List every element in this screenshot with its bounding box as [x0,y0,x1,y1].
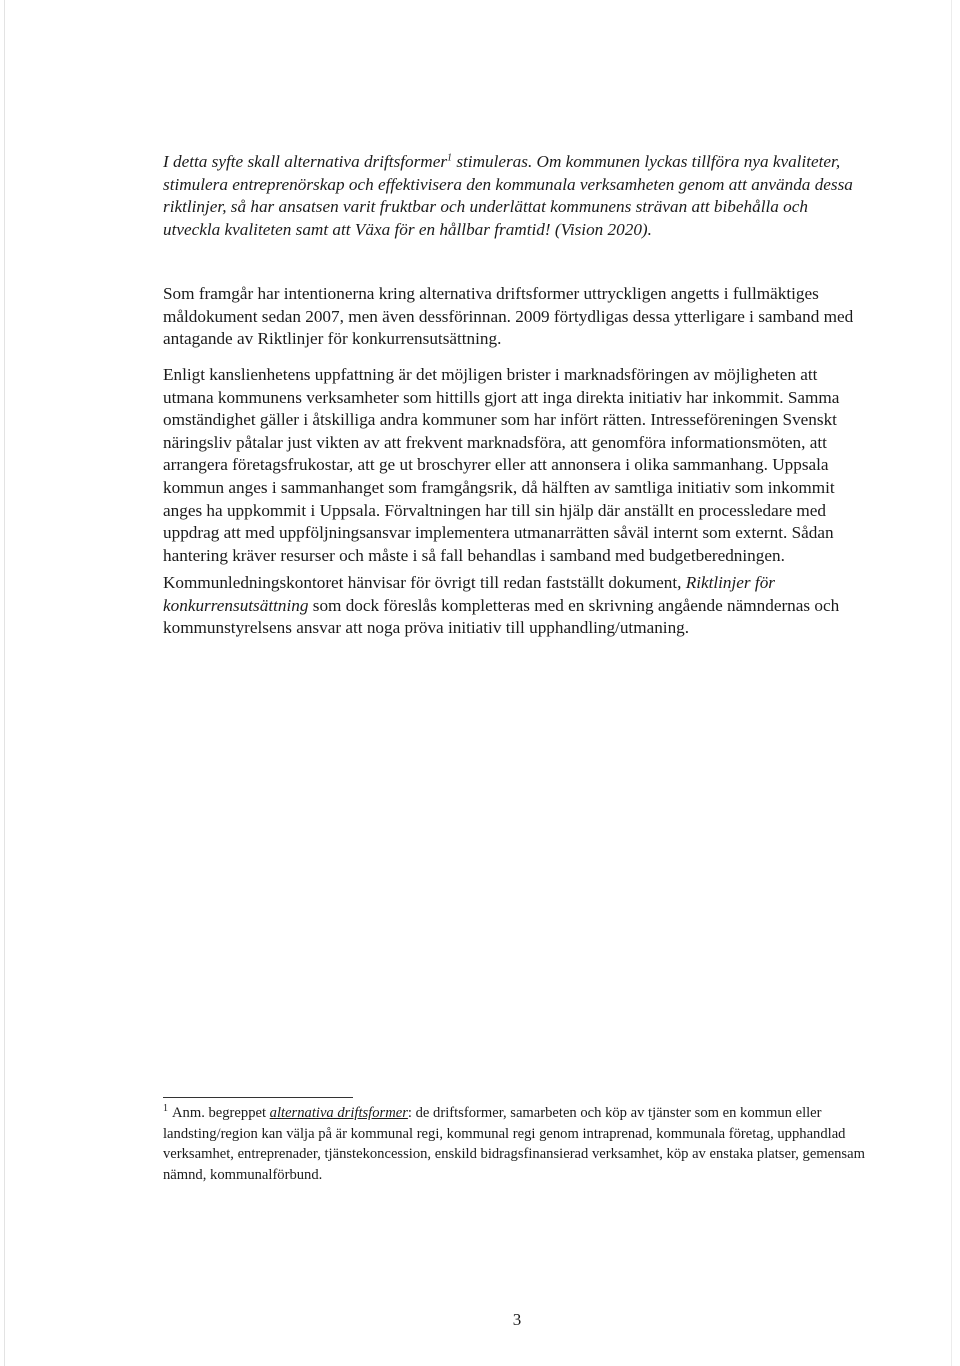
footnote-number: 1 [163,1103,168,1115]
footnote [163,1103,868,1185]
paragraph-vision [163,151,863,241]
scan-edge-left [4,0,5,1366]
page-number: 3 [512,1310,522,1329]
paragraph-kommunledningskontoret-start: Kommunledningskontoret hänvisar för övrigt till redan fastställt dokument, [163,573,686,592]
paragraph-kanslienhet: Enligt kanslienhetens uppfattning är det möjligen brister i marknadsföringen av möjligheten att utmana kommunens verksamheter som hittills gjort att inga direkta initiativ har inkommit. Samma omständighet gäller i åtskilliga andra kommuner som har infört rätten. Intresseföreningen Svenskt näringsliv påtalar just vikten av att frekvent marknadsföra, att genomföra informationsmöten, att arrangera företagsfrukostar, att ge ut broschyrer eller att annonsera i olika sammanhang. Uppsala kommun anges i sammanhanget som framgångsrik, då hälften av samtliga initiativ som inkommit anges ha uppkommit i Uppsala. Förvaltningen har till sin hjälp där anställt en processledare med uppdrag att med uppföljningsansvar implementera utmanarrätten såväl internt som externt. Sådan hantering kräver resurser och måste i så fall behandlas i samband med budgetberedningen. [163,365,840,565]
paragraph-kommunledningskontoret [163,572,863,640]
footnote-separator [163,1097,353,1098]
document-title-reference: Riktlinjer för konkurrensutsättning [163,573,775,615]
paragraph-intentions: Som framgår har intentionerna kring alternativa driftsformer uttryckligen angetts i fullmäktiges måldokument sedan 2007, men även dessförinnan. 2009 förtydligas dessa ytterligare i samband med antagande av Riktlinjer för konkurrensutsättning. [163,284,854,349]
paragraph-vision-text-end: stimuleras. Om kommunen lyckas tillföra nya kvaliteter, stimulera entreprenörskap och effektivisera den kommunala verksamheten genom att använda dessa riktlinjer, så har ansatsen varit fruktbar och underlättat kommunens strävan att bibehålla och utveckla kvaliteten samt att Växa för en hållbar framtid! (Vision 2020). [163,152,853,239]
footnote-reference-mark: 1 [447,152,453,164]
paragraph-kommunledningskontoret-end: som dock föreslås kompletteras med en skrivning angående nämndernas och kommunstyrelsens ansvar att noga pröva initiativ till upphandling/utmaning. [163,595,840,638]
footnote-term: alternativa driftsformer [269,1105,408,1121]
footnote-definition: : de driftsformer, samarbeten och köp av tjänster som en kommun eller landsting/region kan välja på är kommunal regi, kommunal regi genom intraprenad, kommunala företag, upphandlad verksamhet, entreprenader, tjänstekoncession, enskild bidragsfinansierad verksamhet, köp av enstaka platser, gemensam nämnd, kommunalförbund. [163,1105,865,1183]
scan-edge-right [951,0,952,1366]
footnote-lead: Anm. begreppet [172,1105,270,1121]
paragraph-vision-text-start: I detta syfte skall alternativa driftsformer [163,152,448,171]
